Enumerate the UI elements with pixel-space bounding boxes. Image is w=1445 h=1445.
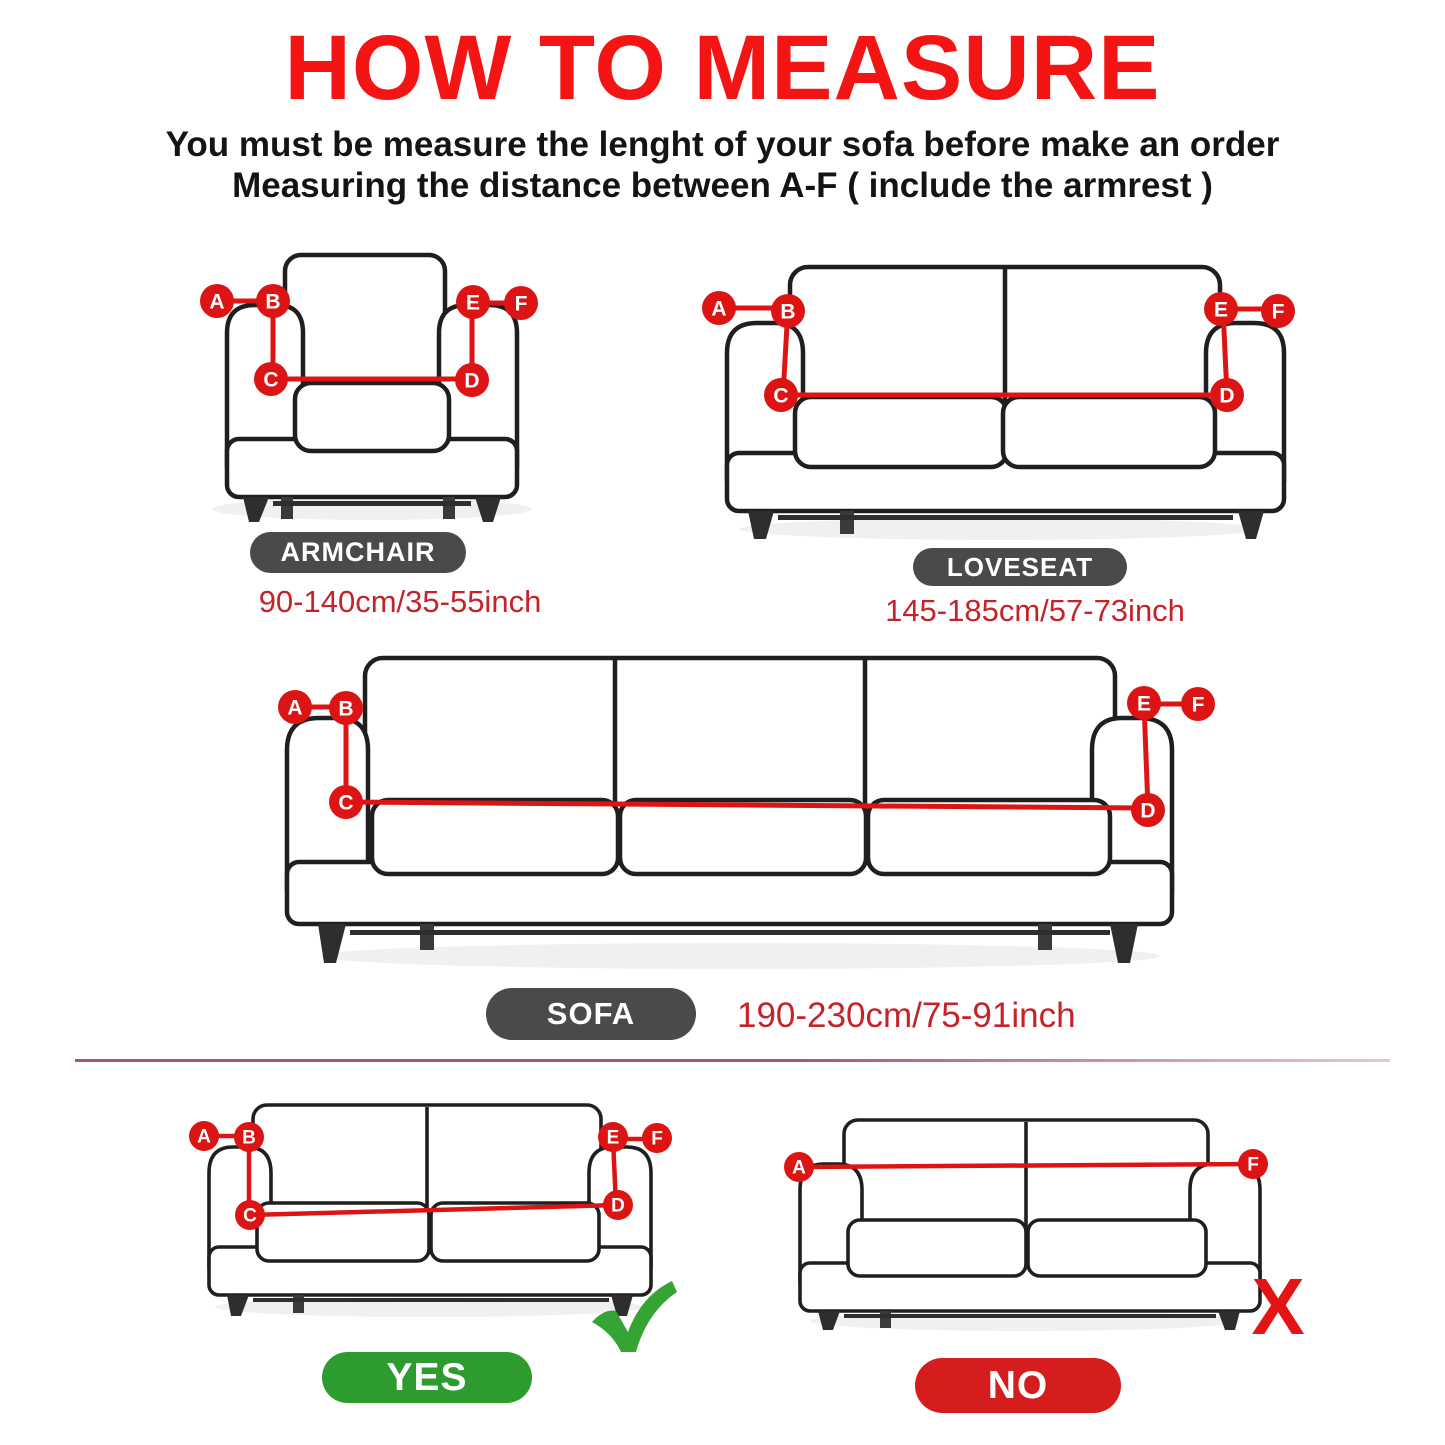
marker-b (329, 691, 363, 725)
armchair-range: 90-140cm/35-55inch (258, 584, 542, 619)
svg-text:E: E (1136, 692, 1152, 716)
sofa-shadow (320, 943, 1160, 969)
loveseat-label-pill (913, 548, 1127, 586)
sofa-label-pill (486, 988, 696, 1040)
svg-text:A: A (209, 290, 225, 314)
marker-e (1127, 686, 1161, 720)
loveseat-range: 145-185cm/57-73inch (885, 593, 1185, 628)
loveseat-shadow (740, 518, 1260, 540)
svg-text:C: C (338, 791, 354, 815)
svg-text:F: F (651, 1128, 663, 1150)
loveseat-drawing (727, 267, 1284, 539)
svg-text:A: A (711, 297, 727, 321)
marker-e (598, 1122, 628, 1152)
svg-text:A: A (287, 696, 303, 720)
svg-text:D: D (1140, 799, 1156, 823)
marker-f (1261, 294, 1295, 328)
svg-text:F: F (1247, 1154, 1259, 1176)
svg-text:D: D (464, 369, 480, 393)
svg-text:B: B (338, 697, 354, 721)
section-divider (75, 1059, 1390, 1062)
x-mark-icon: X (1251, 1262, 1305, 1351)
svg-text:A: A (792, 1157, 806, 1179)
marker-f (504, 286, 538, 320)
marker-a (702, 291, 736, 325)
incorrect-example-diagram (780, 1108, 1270, 1333)
svg-text:B: B (265, 290, 281, 314)
marker-c (329, 785, 363, 819)
svg-text:D: D (1219, 384, 1235, 408)
incorrect-sofa-drawing (800, 1120, 1260, 1330)
svg-text:E: E (465, 291, 481, 315)
no-pill (915, 1358, 1121, 1413)
armchair-label-pill (250, 532, 466, 573)
svg-text:B: B (780, 300, 796, 324)
marker-c (764, 378, 798, 412)
svg-text:C: C (263, 368, 279, 392)
marker-b (234, 1122, 264, 1152)
sofa-range: 190-230cm/75-91inch (737, 996, 1076, 1035)
marker-d (1210, 378, 1244, 412)
marker-f (1181, 687, 1215, 721)
marker-f (1238, 1149, 1268, 1179)
subtitle-line-1: You must be measure the lenght of your sofa before make an order (165, 125, 1280, 164)
marker-d (603, 1190, 633, 1220)
sofa-drawing (287, 658, 1172, 963)
armchair-label: ARMCHAIR (280, 537, 436, 567)
marker-d (455, 363, 489, 397)
no-label: NO (987, 1363, 1049, 1407)
svg-text:E: E (1213, 298, 1229, 322)
marker-a (278, 690, 312, 724)
marker-c (254, 362, 288, 396)
marker-a (784, 1152, 814, 1182)
svg-text:C: C (773, 384, 789, 408)
svg-text:F: F (514, 292, 528, 316)
measure-path-incorrect (799, 1164, 1253, 1167)
svg-text:C: C (243, 1205, 257, 1227)
sofa-label: SOFA (546, 996, 636, 1031)
marker-b (256, 284, 290, 318)
loveseat-diagram (700, 255, 1300, 545)
svg-text:F: F (1191, 693, 1205, 717)
marker-b (771, 294, 805, 328)
svg-text:E: E (606, 1127, 620, 1149)
marker-c (235, 1200, 265, 1230)
marker-e (456, 285, 490, 319)
yes-pill (322, 1352, 532, 1403)
page-subtitle (0, 124, 1445, 207)
sofa-diagram (270, 650, 1220, 975)
marker-e (1204, 292, 1238, 326)
marker-a (200, 284, 234, 318)
marker-a (189, 1121, 219, 1151)
loveseat-label: LOVESEAT (946, 551, 1094, 582)
page-title: HOW TO MEASURE (284, 17, 1161, 119)
subtitle-line-2: Measuring the distance between A-F ( include the armrest ) (232, 166, 1213, 206)
marker-d (1131, 793, 1165, 827)
marker-f (642, 1123, 672, 1153)
svg-text:A: A (197, 1126, 211, 1148)
armchair-diagram (185, 245, 545, 525)
svg-text:B: B (242, 1127, 256, 1149)
check-icon (588, 1278, 680, 1356)
yes-label: YES (386, 1355, 468, 1399)
svg-text:D: D (611, 1195, 625, 1217)
svg-text:F: F (1271, 300, 1285, 324)
